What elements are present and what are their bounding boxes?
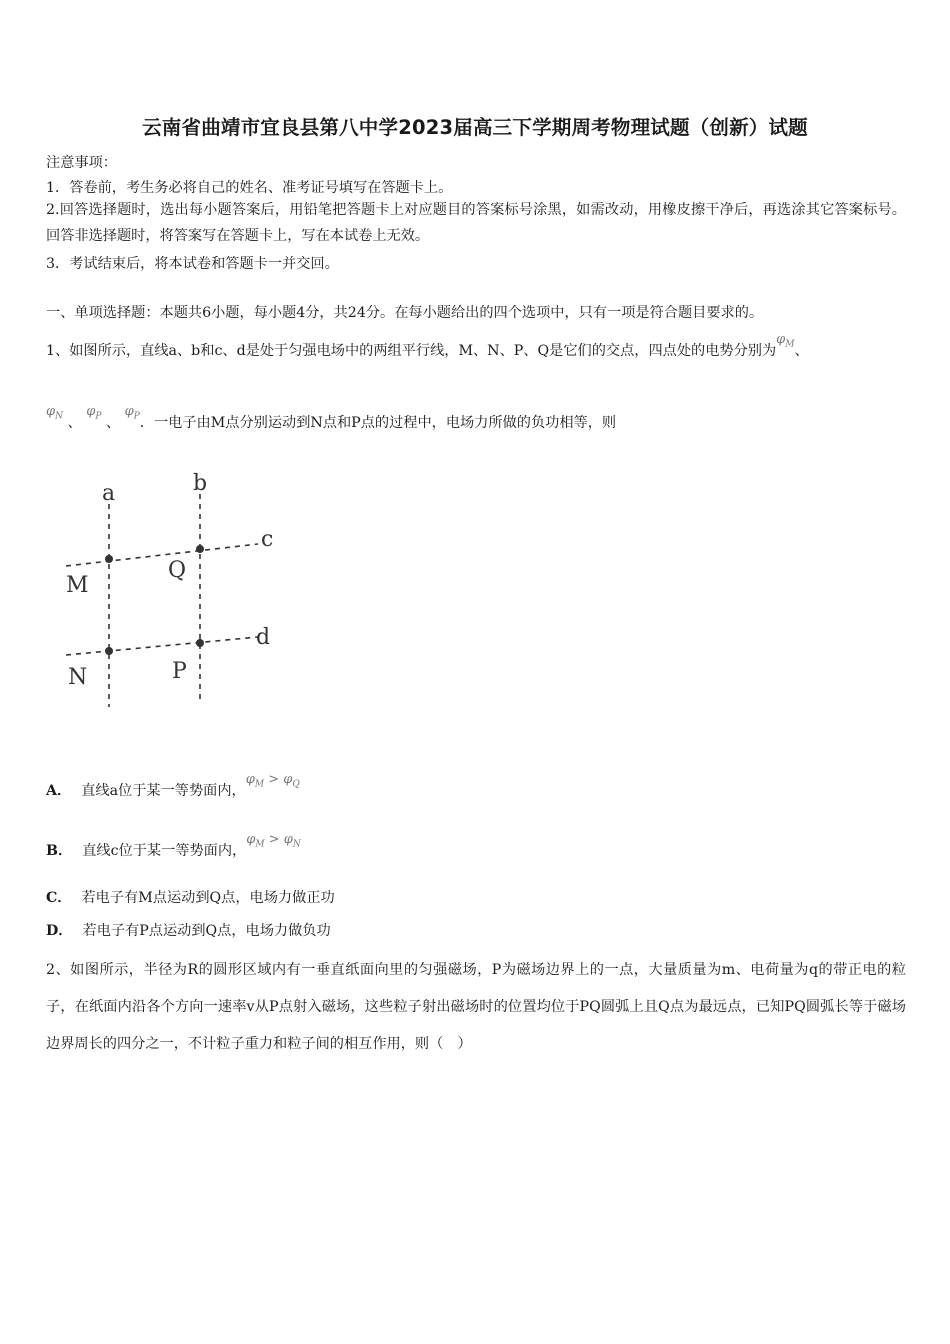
separator: 、 <box>794 343 809 359</box>
option-a-text: 直线a位于某一等势面内， <box>81 783 246 799</box>
separator: 、 <box>105 415 121 431</box>
notice-item-1: 1．答卷前，考生务必将自己的姓名、准考证号填写在答题卡上。 <box>46 180 453 196</box>
option-c[interactable] <box>46 887 335 907</box>
point-m <box>105 555 113 563</box>
question-1-stem-part1: 1、如图所示，直线a、b和c、d是处于匀强电场中的两组平行线，M、N、P、Q是它们的交点，四点处的电势分别为 <box>46 343 777 359</box>
option-b-text: 直线c位于某一等势面内， <box>82 843 247 859</box>
notice-heading: 注意事项： <box>46 155 117 171</box>
option-b[interactable] <box>46 832 301 862</box>
notice-item-2: 2.回答选择题时，选出每小题答案后，用铅笔把答题卡上对应题目的答案标号涂黑，如需改动，用橡皮擦干净后，再选涂其它答案标号。回答非选择题时，将答案写在答题卡上，写在本试卷上无效。 <box>46 202 906 244</box>
question-1-stem <box>46 332 908 362</box>
field-lines-figure <box>58 462 288 712</box>
phi-p-symbol-2: $\varphi_P$ <box>124 404 140 422</box>
option-c-label: C． <box>46 890 72 906</box>
point-n <box>105 647 113 655</box>
label-p: P <box>172 659 187 684</box>
phi-m-symbol: $\varphi_M$ <box>776 332 795 350</box>
label-a: a <box>102 481 116 506</box>
label-n: N <box>68 665 88 690</box>
option-d[interactable] <box>46 920 331 940</box>
page-title: 云南省曲靖市宜良县第八中学2023届高三下学期周考物理试题（创新）试题 <box>142 116 808 139</box>
label-b: b <box>193 471 208 496</box>
point-p <box>196 639 204 647</box>
option-c-text: 若电子有M点运动到Q点，电场力做正功 <box>81 890 335 906</box>
phi-p-symbol: $\varphi_P$ <box>86 404 102 422</box>
label-m: M <box>66 573 89 598</box>
point-q <box>196 545 204 553</box>
label-c: c <box>261 527 274 552</box>
label-q: Q <box>168 558 187 583</box>
option-a-math: $\varphi_M > \varphi_Q$ <box>245 772 300 790</box>
line-d <box>66 637 258 655</box>
notice-item-3: 3．考试结束后，将本试卷和答题卡一并交回。 <box>46 256 339 272</box>
option-b-math: $\varphi_M > \varphi_N$ <box>246 832 301 850</box>
label-d: d <box>256 625 271 650</box>
phi-n-symbol: $\varphi_N$ <box>46 404 63 422</box>
question-1-stem-part2: ．一电子由M点分别运动到N点和P点的过程中，电场力所做的负功相等，则 <box>139 415 617 431</box>
separator: 、 <box>67 415 82 431</box>
option-b-label: B． <box>46 843 73 859</box>
line-c <box>66 544 258 566</box>
option-d-text: 若电子有P点运动到Q点，电场力做负功 <box>82 923 331 939</box>
question-2-stem: 2、如图所示，半径为R的圆形区域内有一垂直纸面向里的匀强磁场，P为磁场边界上的一点，大量质量为m、电荷量为q的带正电的粒子，在纸面内沿各个方向一速率v从P点射入磁场，这些粒子射出磁场时的位置均位于PQ圆弧上且Q点为最远点，已知PQ圆弧长等于磁场边界周长的四分之一，不计粒子重力和粒子间的相互作用，则（ ） <box>46 962 906 1052</box>
section-heading: 一、单项选择题：本题共6小题，每小题4分，共24分。在每小题给出的四个选项中，只有一项是符合题目要求的。 <box>46 305 764 321</box>
question-1-stem-cont <box>46 404 908 434</box>
option-d-label: D． <box>46 923 73 939</box>
option-a-label: A． <box>46 783 72 799</box>
option-a[interactable] <box>46 772 300 802</box>
